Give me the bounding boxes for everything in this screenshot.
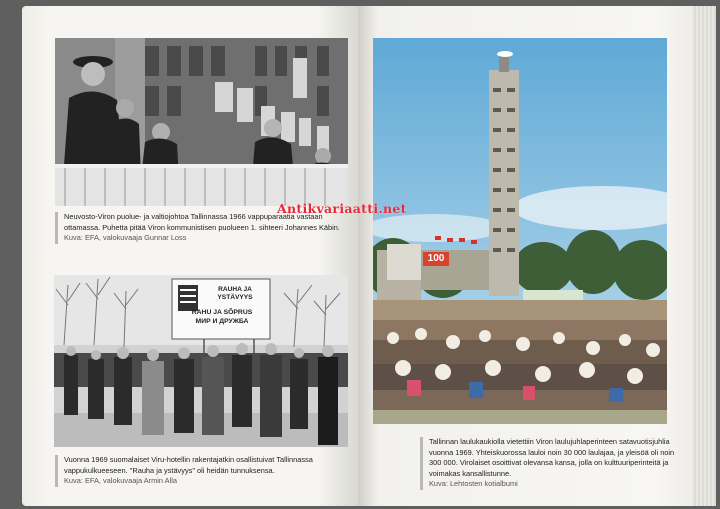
caption-photo2-text: Vuonna 1969 suomalaiset Viru-hotellin rakentajatkin osallistuivat Tallinnassa vappukulkueeseen. "Rauha ja ystävyys" oli heidän tunnuksensa. — [64, 455, 313, 475]
caption-photo1 — [55, 212, 346, 244]
page-edges — [692, 6, 716, 506]
photo-song-festival — [373, 38, 667, 424]
photo-officials-tribune — [55, 38, 348, 206]
anniversary-sign: 100 — [427, 253, 445, 264]
caption-photo2 — [55, 455, 346, 487]
caption-photo3-text: Tallinnan laulukaukiolla vietettiin Viron laulujuhlaperinteen satavuotisjuhlia vuonna 1969. Yhteiskuorossa lauloi noin 30 000 laulajaa, ja yleisöä oli noin 300 000. Virolaiset osoittivat olevansa kansa, jolla on kulttuuriperinteitä ja voimakas kansallistunne. — [429, 437, 675, 478]
banner-line3: RAHU JA SÕPRUS — [191, 309, 253, 316]
banner-line2: YSTÄVYYS — [217, 294, 253, 301]
banner-text-lower — [174, 308, 270, 326]
banner-text — [200, 286, 270, 302]
banner-line4: МИР И ДРУЖБА — [195, 318, 249, 325]
caption-photo3-credit: Kuva: Lehtosten kotialbumi — [429, 479, 518, 489]
caption-photo1-credit: Kuva: EFA, valokuvaaja Gunnar Loss — [64, 233, 187, 243]
banner-line1: RAUHA JA — [218, 286, 252, 293]
caption-photo1-text: Neuvosto-Viron puolue- ja valtiojohtoa Tallinnassa 1966 vappuparaatia vastaan ottamassa. Puhetta pitää Viron kommunistisen puolueen 1. sihteeri Johannes Käbin. — [64, 212, 340, 232]
photo-may-parade — [54, 275, 348, 447]
watermark-text: Antikvariaatti.net — [277, 201, 407, 216]
caption-photo3 — [420, 437, 679, 490]
caption-photo2-credit: Kuva: EFA, valokuvaaja Armin Alla — [64, 476, 177, 486]
